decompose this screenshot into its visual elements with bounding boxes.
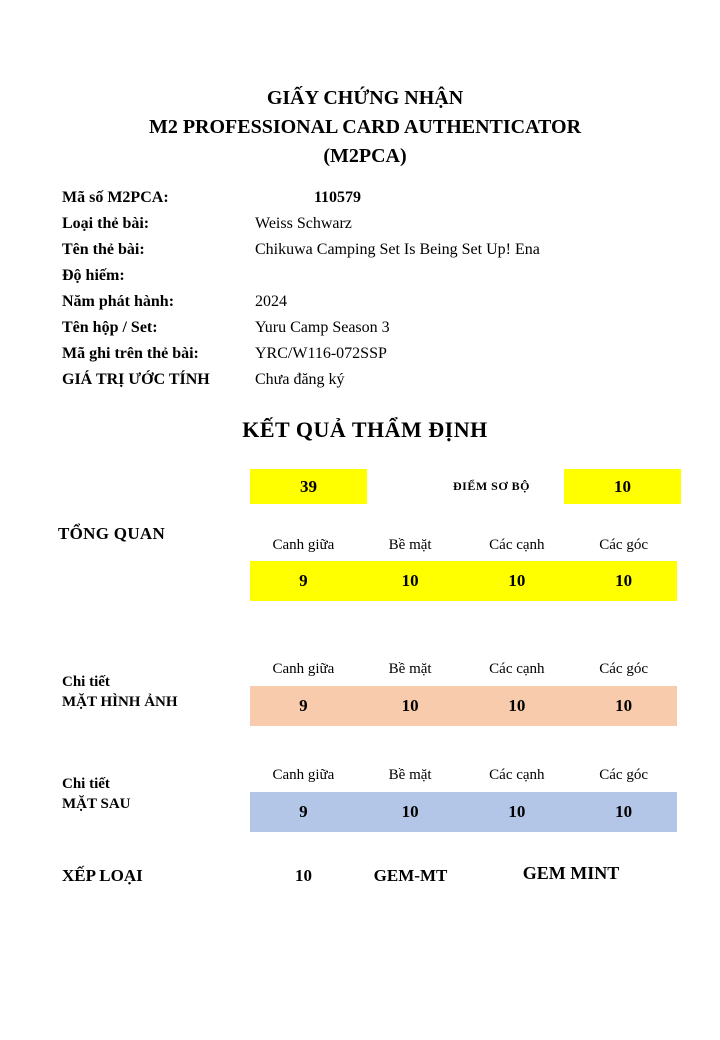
column-header-edges: Các cạnh <box>489 661 545 677</box>
column-header-surface: Bề mặt <box>388 537 432 553</box>
score-cell-front-edges: 10 <box>508 696 526 715</box>
column-headers-overall <box>250 535 677 555</box>
score-cell-front-corners: 10 <box>615 696 633 715</box>
field-value-estimated-value: Chưa đăng ký <box>255 371 345 388</box>
column-header-surface: Bề mặt <box>388 767 432 783</box>
column-headers-back <box>250 765 677 785</box>
score-cell-front-centering: 9 <box>299 696 308 715</box>
total-score-box <box>250 469 367 504</box>
field-label-rarity: Độ hiếm: <box>62 267 125 284</box>
column-header-corners: Các góc <box>599 661 648 677</box>
section-label-overall: TỔNG QUAN <box>58 524 166 543</box>
score-row-back <box>250 792 677 832</box>
field-value-set: Yuru Camp Season 3 <box>255 319 390 336</box>
column-header-centering: Canh giữa <box>272 537 335 553</box>
score-cell-back-surface: 10 <box>401 802 419 821</box>
field-label-code: Mã số M2PCA: <box>62 189 169 206</box>
field-label-set: Tên hộp / Set: <box>62 319 158 336</box>
grading-code: GEM-MT <box>373 866 448 885</box>
section-label-back <box>62 774 130 814</box>
column-header-centering: Canh giữa <box>272 767 335 783</box>
field-row-card-id <box>0 341 720 367</box>
preliminary-score-box <box>564 469 681 504</box>
title-line-2: M2 PROFESSIONAL CARD AUTHENTICATOR <box>148 116 582 138</box>
field-label-card-name: Tên thẻ bài: <box>62 241 145 258</box>
field-row-code <box>0 185 720 211</box>
total-score-value: 39 <box>300 477 317 496</box>
results-heading: KẾT QUẢ THẨM ĐỊNH <box>242 417 488 442</box>
score-cell-back-edges: 10 <box>508 802 526 821</box>
field-row-set <box>0 315 720 341</box>
field-row-rarity <box>0 263 720 289</box>
field-label-estimated-value: GIÁ TRỊ ƯỚC TÍNH <box>62 371 210 388</box>
field-value-year: 2024 <box>255 293 287 310</box>
column-header-corners: Các góc <box>599 767 648 783</box>
section-label-back-line1: Chi tiết <box>62 776 110 792</box>
column-header-surface: Bề mặt <box>388 661 432 677</box>
field-value-code: 110579 <box>313 189 362 206</box>
score-row-front <box>250 686 677 726</box>
field-row-estimated-value <box>0 367 720 393</box>
title-line-3: (M2PCA) <box>323 145 407 167</box>
field-label-year: Năm phát hành: <box>62 293 175 310</box>
score-cell-front-surface: 10 <box>401 696 419 715</box>
field-row-year <box>0 289 720 315</box>
preliminary-score-label: ĐIỂM SƠ BỘ <box>453 479 531 493</box>
field-label-card-id: Mã ghi trên thẻ bài: <box>62 345 199 362</box>
section-label-front <box>62 672 178 712</box>
column-header-edges: Các cạnh <box>489 537 545 553</box>
field-value-card-name: Chikuwa Camping Set Is Being Set Up! Ena <box>255 241 540 258</box>
field-value-card-id: YRC/W116-072SSP <box>255 345 387 362</box>
section-label-front-line1: Chi tiết <box>62 674 110 690</box>
score-cell-back-centering: 9 <box>299 802 308 821</box>
score-cell-overall-edges: 10 <box>508 571 526 590</box>
grading-name: GEM MINT <box>522 863 620 883</box>
score-cell-back-corners: 10 <box>615 802 633 821</box>
field-value-card-type: Weiss Schwarz <box>255 215 352 232</box>
score-cell-overall-centering: 9 <box>299 571 308 590</box>
section-label-back-line2: MẶT SAU <box>62 796 131 812</box>
field-label-card-type: Loại thẻ bài: <box>62 215 150 232</box>
field-row-card-name <box>0 237 720 263</box>
column-header-corners: Các góc <box>599 537 648 553</box>
score-cell-overall-surface: 10 <box>401 571 419 590</box>
score-row-overall <box>250 561 677 601</box>
column-header-centering: Canh giữa <box>272 661 335 677</box>
column-header-edges: Các cạnh <box>489 767 545 783</box>
certificate-title-block <box>10 84 720 171</box>
title-line-1: GIẤY CHỨNG NHẬN <box>266 87 464 109</box>
grading-label: XẾP LOẠI <box>62 866 143 885</box>
preliminary-score-value: 10 <box>614 477 631 496</box>
field-row-card-type <box>0 211 720 237</box>
column-headers-front <box>250 659 677 679</box>
grading-score: 10 <box>295 866 312 885</box>
section-label-front-line2: MẶT HÌNH ẢNH <box>62 694 178 710</box>
score-cell-overall-corners: 10 <box>615 571 633 590</box>
